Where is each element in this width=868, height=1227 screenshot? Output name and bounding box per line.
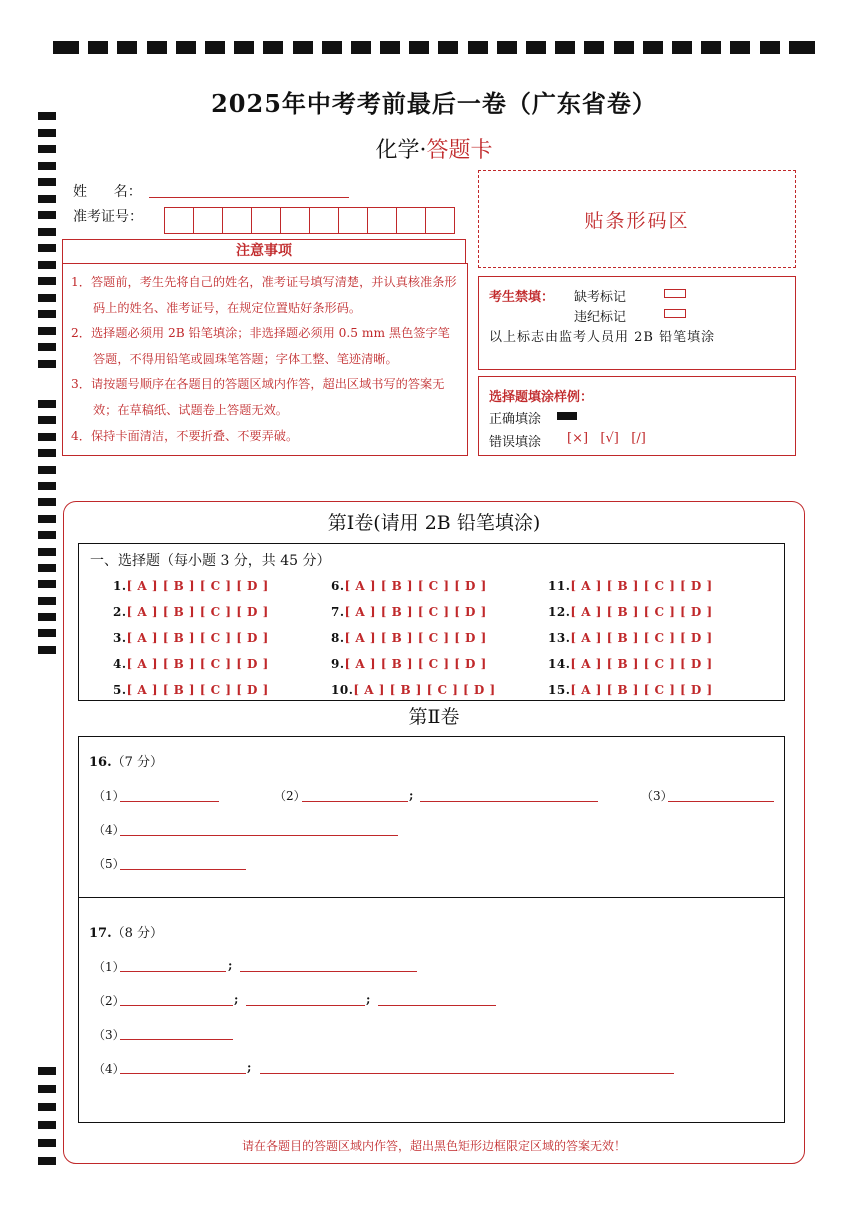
exam-id-boxes[interactable] <box>165 207 455 233</box>
question-16-box <box>78 736 785 898</box>
mc-question-8[interactable]: 8.[ A ] [ B ] [ C ] [ D ] <box>331 631 487 645</box>
q16-part2-separator: ; <box>409 788 414 802</box>
barcode-area: 贴条形码区 <box>478 170 796 268</box>
wrong-fill-label: 错误填涂 <box>489 435 542 450</box>
exam-id-label: 准考证号： <box>73 209 143 225</box>
fill-sample-box <box>478 376 796 456</box>
q17-part3-line[interactable] <box>120 1039 233 1040</box>
q17-part1-line-a[interactable] <box>120 971 226 972</box>
q17-part1-label: （1） <box>93 960 125 974</box>
q16-part3-line[interactable] <box>668 801 774 802</box>
notice-item: 3．请按题号顺序在各题目的答题区域内作答，超出区域书写的答案无效；在草稿纸、试题卷上答题无效。 <box>71 377 445 417</box>
q17-part2-label: （2） <box>93 994 125 1008</box>
q17-part2-separator-b: ; <box>366 992 371 1006</box>
mc-question-7[interactable]: 7.[ A ] [ B ] [ C ] [ D ] <box>331 605 487 619</box>
footer-warning: 请在各题目的答题区域内作答，超出黑色矩形边框限定区域的答案无效！ <box>241 1139 626 1153</box>
mc-question-14[interactable]: 14.[ A ] [ B ] [ C ] [ D ] <box>548 657 713 671</box>
name-label: 姓 名： <box>73 184 142 200</box>
q16-part3-label: （3） <box>641 789 673 803</box>
mc-question-15[interactable]: 15.[ A ] [ B ] [ C ] [ D ] <box>548 683 713 697</box>
name-field[interactable] <box>149 197 349 198</box>
notice-item: 2．选择题必须用 2B 铅笔填涂；非选择题必须用 0.5 mm 黑色签字笔答题，不得用铅笔或圆珠笔答题；字体工整、笔迹清晰。 <box>71 326 450 366</box>
section1-title: 第Ⅰ卷(请用 2B 铅笔填涂) <box>327 512 541 534</box>
q17-part3-label: （3） <box>93 1028 125 1042</box>
left-timing-marks-middle <box>38 400 56 654</box>
mc-question-6[interactable]: 6.[ A ] [ B ] [ C ] [ D ] <box>331 579 487 593</box>
absent-mark-label: 缺考标记 <box>574 290 627 305</box>
mc-question-9[interactable]: 9.[ A ] [ B ] [ C ] [ D ] <box>331 657 487 671</box>
q17-part1-separator: ; <box>228 958 233 972</box>
q16-part2-line-b[interactable] <box>420 801 598 802</box>
page-title: 2025年中考考前最后一卷（广东省卷） <box>211 89 657 118</box>
mc-question-4[interactable]: 4.[ A ] [ B ] [ C ] [ D ] <box>113 657 269 671</box>
q16-part5-line[interactable] <box>120 869 246 870</box>
left-timing-marks-lower <box>38 1067 56 1165</box>
q17-part2-line-b[interactable] <box>246 1005 365 1006</box>
violation-mark-label: 违纪标记 <box>574 310 627 325</box>
mc-question-11[interactable]: 11.[ A ] [ B ] [ C ] [ D ] <box>548 579 713 593</box>
violation-mark-box[interactable] <box>664 309 686 318</box>
q17-part1-line-b[interactable] <box>240 971 417 972</box>
correct-fill-label: 正确填涂 <box>489 412 542 427</box>
wrong-fill-marks: [×] [√] [/] <box>567 431 646 446</box>
mc-question-5[interactable]: 5.[ A ] [ B ] [ C ] [ D ] <box>113 683 269 697</box>
q17-part4-separator: ; <box>247 1060 252 1074</box>
mc-question-1[interactable]: 1.[ A ] [ B ] [ C ] [ D ] <box>113 579 269 593</box>
notice-heading: 注意事项 <box>62 239 466 264</box>
notice-item: 4．保持卡面清洁，不要折叠、不要弄破。 <box>71 428 299 443</box>
mc-question-2[interactable]: 2.[ A ] [ B ] [ C ] [ D ] <box>113 605 269 619</box>
q16-part1-label: （1） <box>93 789 125 803</box>
q16-part2-line-a[interactable] <box>302 801 408 802</box>
mc-heading: 一、选择题（每小题 3 分，共 45 分） <box>90 553 331 569</box>
forbidden-note: 以上标志由监考人员用 2B 铅笔填涂 <box>489 330 716 345</box>
page-subtitle <box>0 133 868 164</box>
mc-question-3[interactable]: 3.[ A ] [ B ] [ C ] [ D ] <box>113 631 269 645</box>
card-type-label: 答题卡 <box>426 138 493 163</box>
q17-heading: 17.（8 分） <box>89 926 164 941</box>
q16-part4-label: （4） <box>93 823 125 837</box>
subject-label: 化学· <box>375 138 427 163</box>
q17-part4-line-b[interactable] <box>260 1073 674 1074</box>
q16-part5-label: （5） <box>93 857 125 871</box>
q17-part4-label: （4） <box>93 1062 125 1076</box>
sample-heading: 选择题填涂样例： <box>489 390 594 405</box>
mc-question-13[interactable]: 13.[ A ] [ B ] [ C ] [ D ] <box>548 631 713 645</box>
question-17-box <box>78 897 785 1123</box>
correct-fill-mark <box>557 412 577 420</box>
forbidden-label: 考生禁填： <box>489 290 555 305</box>
q17-part2-line-c[interactable] <box>378 1005 496 1006</box>
q17-part2-line-a[interactable] <box>120 1005 233 1006</box>
notice-list <box>62 263 468 456</box>
absent-mark-box[interactable] <box>664 289 686 298</box>
mc-question-10[interactable]: 10.[ A ] [ B ] [ C ] [ D ] <box>331 683 496 697</box>
q16-heading: 16.（7 分） <box>89 755 164 770</box>
q16-part2-label: （2） <box>274 789 306 803</box>
mc-question-12[interactable]: 12.[ A ] [ B ] [ C ] [ D ] <box>548 605 713 619</box>
section2-title: 第Ⅱ卷 <box>408 706 460 728</box>
top-timing-marks <box>53 41 815 55</box>
q16-part4-line[interactable] <box>120 835 398 836</box>
q17-part4-line-a[interactable] <box>120 1073 246 1074</box>
notice-item: 1．答题前，考生先将自己的姓名，准考证号填写清楚，并认真核准条形码上的姓名、准考证号，在规定位置贴好条形码。 <box>71 275 457 315</box>
examiner-only-box <box>478 276 796 370</box>
q17-part2-separator-a: ; <box>234 992 239 1006</box>
q16-part1-line[interactable] <box>120 801 219 802</box>
